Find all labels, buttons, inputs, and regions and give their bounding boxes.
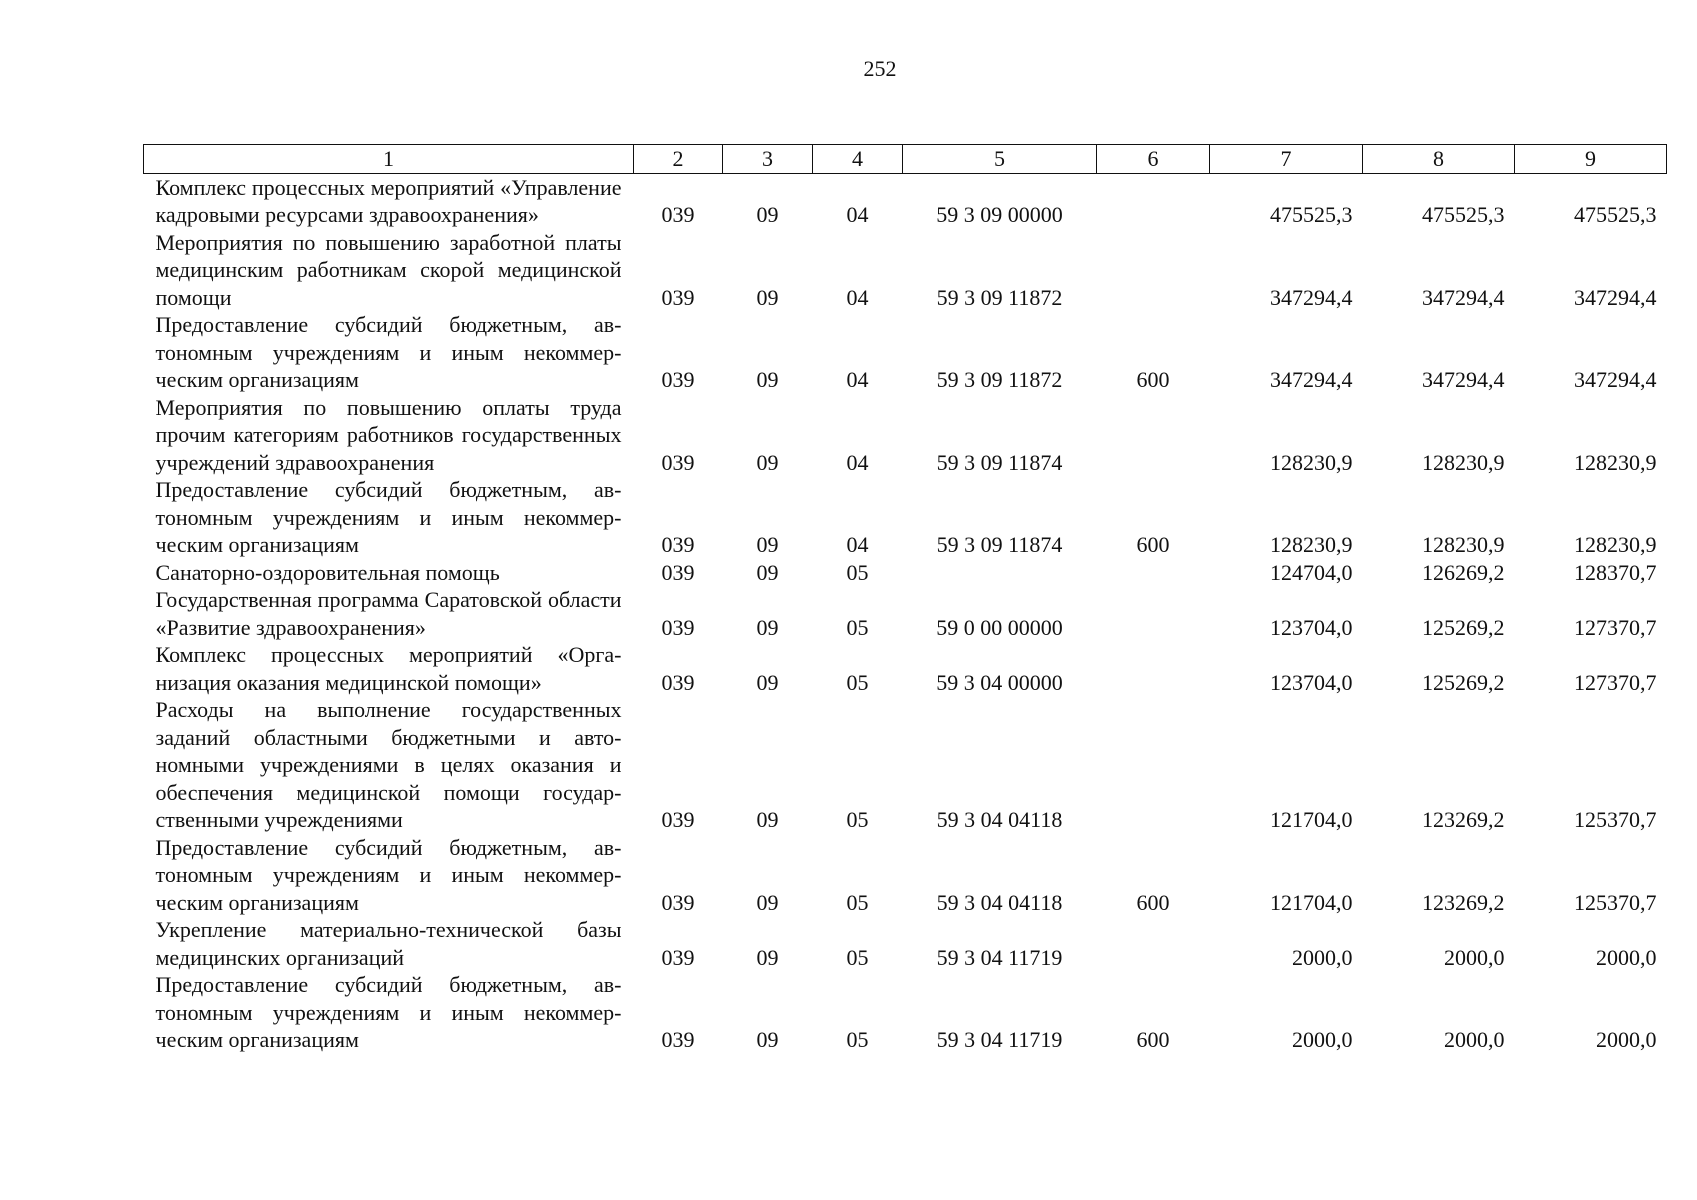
row-name: Предоставление субсидий бюджетным, автономным учреждениям и иным некоммерческим организациям [155, 972, 622, 1052]
amount-7: 121704,0 [1270, 807, 1353, 832]
amount-8: 347294,4 [1422, 367, 1505, 392]
row-name: Мероприятия по повышению оплаты труда прочим категориям работников государственных учреждений здравоохранения [155, 394, 622, 475]
column-header-1: 1 [144, 145, 634, 174]
table-row [144, 696, 1667, 834]
amount-8: 475525,3 [1422, 202, 1505, 227]
table-row [144, 559, 1667, 587]
amount-7: 128230,9 [1270, 449, 1353, 475]
column-header-2: 2 [634, 145, 723, 174]
code-5: 59 3 04 11719 [936, 1027, 1063, 1052]
amount-7: 123704,0 [1270, 669, 1353, 695]
amount-9: 128230,9 [1574, 449, 1657, 475]
amount-7: 347294,4 [1270, 284, 1353, 310]
code-2: 039 [661, 532, 695, 557]
code-6 [1097, 586, 1210, 641]
code-4: 04 [846, 367, 869, 392]
code-6 [1097, 173, 1210, 229]
table-row [144, 971, 1667, 1054]
code-5: 59 3 09 11874 [936, 532, 1063, 557]
code-5: 59 3 04 11719 [936, 944, 1063, 970]
amount-7: 347294,4 [1270, 367, 1353, 392]
code-4: 05 [846, 614, 869, 640]
row-name: Комплекс процессных мероприятий «Управление кадровыми ресурсами здравоохранения» [155, 174, 622, 227]
code-4: 05 [846, 807, 869, 832]
amount-8: 125269,2 [1422, 669, 1505, 695]
table-header [144, 145, 1667, 174]
amount-9: 347294,4 [1574, 284, 1657, 310]
amount-7: 2000,0 [1292, 1027, 1353, 1052]
amount-7: 128230,9 [1270, 532, 1353, 557]
table-row [144, 229, 1667, 312]
code-3: 09 [756, 669, 779, 695]
row-name: Санаторно-оздоровительная помощь [155, 559, 500, 585]
table-row [144, 173, 1667, 229]
row-name: Укрепление материально-технической базы медицинских организаций [155, 917, 622, 970]
amount-9: 2000,0 [1596, 1027, 1657, 1052]
table-row [144, 476, 1667, 559]
code-2: 039 [661, 367, 695, 392]
code-4: 04 [846, 532, 869, 557]
code-2: 039 [661, 889, 695, 915]
code-5: 59 3 04 04118 [936, 807, 1063, 832]
row-name: Государственная программа Саратовской области «Развитие здравоохранения» [155, 587, 622, 640]
code-4: 05 [846, 889, 869, 915]
table-row [144, 311, 1667, 394]
code-2: 039 [661, 807, 695, 832]
amount-8: 123269,2 [1422, 807, 1505, 832]
amount-8: 2000,0 [1444, 1027, 1505, 1052]
amount-7: 2000,0 [1292, 944, 1353, 970]
code-4: 04 [846, 449, 869, 475]
amount-9: 125370,7 [1574, 889, 1657, 915]
amount-9: 475525,3 [1574, 202, 1657, 227]
code-4: 05 [846, 669, 869, 695]
amount-9: 128230,9 [1574, 532, 1657, 557]
code-2: 039 [661, 1027, 695, 1052]
amount-7: 123704,0 [1270, 614, 1353, 640]
column-header-3: 3 [723, 145, 813, 174]
code-6 [1097, 641, 1210, 696]
code-3: 09 [756, 807, 779, 832]
code-6: 600 [1136, 889, 1170, 915]
row-name: Мероприятия по повышению заработной платы медицинским работникам скорой медицинской помощи [155, 229, 622, 310]
code-3: 09 [756, 532, 779, 557]
amount-8: 2000,0 [1444, 944, 1505, 970]
amount-9: 125370,7 [1574, 807, 1657, 832]
table-row [144, 834, 1667, 917]
column-header-8: 8 [1363, 145, 1515, 174]
code-2: 039 [661, 284, 695, 310]
code-5: 59 3 04 04118 [936, 889, 1063, 915]
code-2: 039 [661, 449, 695, 475]
table-row [144, 586, 1667, 641]
amount-9: 127370,7 [1574, 614, 1657, 640]
table-row [144, 916, 1667, 971]
code-3: 09 [756, 1027, 779, 1052]
code-3: 09 [756, 559, 779, 585]
row-name: Расходы на выполнение государственных заданий областными бюджетными и автономными учреждениями в целях оказания и обеспечения медицинской помощи государственными учреждениями [155, 697, 622, 832]
code-4: 05 [846, 1027, 869, 1052]
code-3: 09 [756, 889, 779, 915]
code-6 [1097, 394, 1210, 477]
row-name: Предоставление субсидий бюджетным, автономным учреждениям и иным некоммерческим организациям [155, 312, 622, 392]
amount-8: 126269,2 [1422, 559, 1505, 585]
code-3: 09 [756, 367, 779, 392]
code-2: 039 [661, 559, 695, 585]
amount-7: 124704,0 [1270, 559, 1353, 585]
table-row [144, 394, 1667, 477]
code-6 [1097, 916, 1210, 971]
code-3: 09 [756, 202, 779, 227]
code-4: 04 [846, 284, 869, 310]
code-6: 600 [1136, 1027, 1170, 1052]
amount-8: 123269,2 [1422, 889, 1505, 915]
code-5: 59 0 00 00000 [936, 614, 1063, 640]
code-3: 09 [756, 944, 779, 970]
code-2: 039 [661, 202, 695, 227]
amount-9: 128370,7 [1574, 559, 1657, 585]
amount-9: 347294,4 [1574, 367, 1657, 392]
amount-7: 121704,0 [1270, 889, 1353, 915]
code-3: 09 [756, 449, 779, 475]
code-5: 59 3 09 11874 [936, 449, 1063, 475]
amount-7: 475525,3 [1270, 202, 1353, 227]
code-4: 05 [846, 944, 869, 970]
code-5: 59 3 09 11872 [936, 367, 1063, 392]
code-6: 600 [1136, 532, 1170, 557]
code-5: 59 3 09 00000 [936, 202, 1063, 227]
row-name: Предоставление субсидий бюджетным, автономным учреждениям и иным некоммерческим организациям [155, 477, 622, 557]
code-6: 600 [1136, 367, 1170, 392]
code-2: 039 [661, 944, 695, 970]
table-body [144, 173, 1667, 1054]
amount-8: 347294,4 [1422, 284, 1505, 310]
code-2: 039 [661, 669, 695, 695]
code-6 [1097, 229, 1210, 312]
amount-8: 128230,9 [1422, 449, 1505, 475]
column-header-7: 7 [1210, 145, 1363, 174]
code-3: 09 [756, 614, 779, 640]
amount-9: 2000,0 [1596, 944, 1657, 970]
column-header-4: 4 [813, 145, 903, 174]
amount-8: 125269,2 [1422, 614, 1505, 640]
column-header-6: 6 [1097, 145, 1210, 174]
page-number: 252 [863, 56, 897, 81]
amount-9: 127370,7 [1574, 669, 1657, 695]
table-row [144, 641, 1667, 696]
header-row [144, 145, 1667, 174]
column-header-9: 9 [1515, 145, 1667, 174]
amount-8: 128230,9 [1422, 532, 1505, 557]
code-6 [1097, 696, 1210, 834]
code-4: 05 [846, 559, 869, 585]
code-5 [903, 559, 1097, 587]
row-name: Комплекс процессных мероприятий «Организация оказания медицинской помощи» [155, 642, 622, 695]
budget-table [143, 144, 1667, 1054]
code-5: 59 3 09 11872 [936, 284, 1063, 310]
code-5: 59 3 04 00000 [936, 669, 1063, 695]
row-name: Предоставление субсидий бюджетным, автономным учреждениям и иным некоммерческим организациям [155, 834, 622, 915]
code-3: 09 [756, 284, 779, 310]
code-2: 039 [661, 614, 695, 640]
column-header-5: 5 [903, 145, 1097, 174]
code-6 [1097, 559, 1210, 587]
code-4: 04 [846, 202, 869, 227]
